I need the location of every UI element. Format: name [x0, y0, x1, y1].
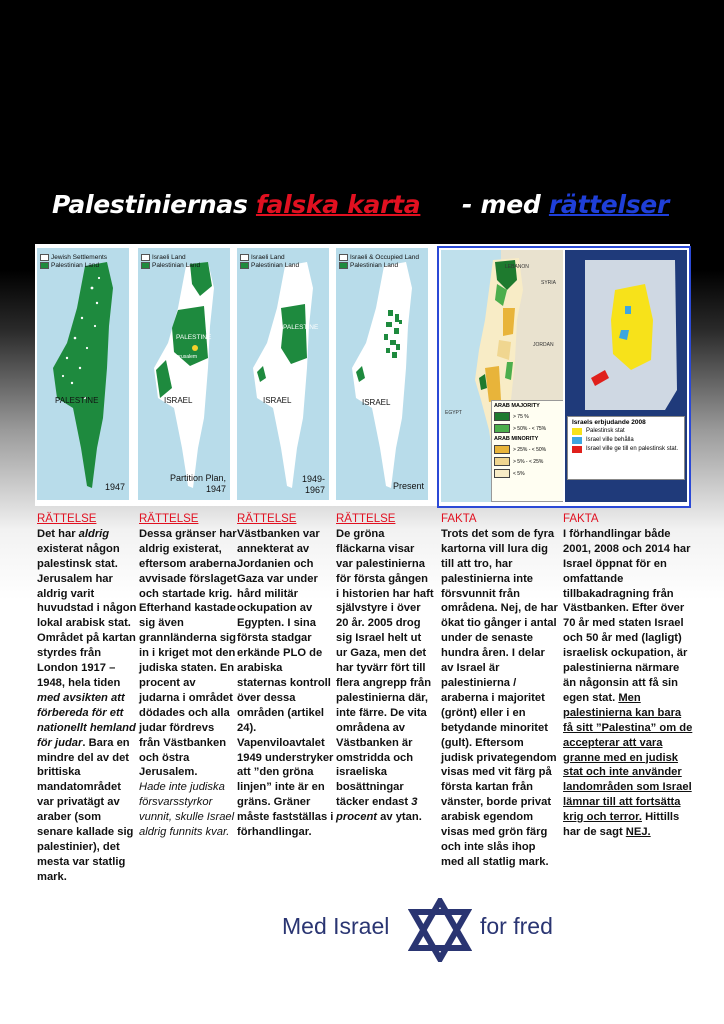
title-right: - med rättelser	[462, 190, 669, 219]
map-year: Present	[392, 481, 424, 491]
title-left: Palestiniernas falska karta	[52, 190, 421, 219]
star-of-david-icon	[408, 898, 472, 962]
map-year: 1949-1967	[301, 474, 325, 495]
demographics-legend: ARAB MAJORITY > 75 % > 50% - < 75% ARAB MINORITY > 25% - < 50% > 5% - < 25% < 5%	[491, 400, 563, 502]
column-3: RÄTTELSE Västbanken var annekterat av Jordanien och Gaza var under hård militär ockupation av Egypten. I sina första stadgar erkände PLO de arabiska staternas kontroll över dessa områden (artikel 24). Vapenviloavtalet 1949 understryker att ”den gröna linjen” inte är en gräns. Gräner måste fastställas i förhandlingar.	[237, 513, 334, 839]
label-syria: SYRIA	[541, 280, 557, 286]
page-title	[0, 190, 724, 230]
map-label: PALESTINE	[55, 396, 99, 405]
column-4: RÄTTELSE De gröna fläckarna visar var palestinierna för första gången i historien har haft självstyre i över 20 år. 2005 drog sig Israel helt ut ur Gaza, men det har tyvärr fört till flera angrepp från palestinierna där, inte färre. De vita områdena av Västbanken är omstridda och israeliska bosättningar täcker endast 3 procent av ytan.	[336, 513, 434, 824]
label-egypt: EGYPT	[445, 410, 462, 416]
fact-map-demographics	[441, 250, 563, 502]
map-1949-1967-shape	[237, 248, 329, 500]
map-year: Partition Plan, 1947	[169, 473, 226, 494]
fact-map-offer-2008	[565, 250, 687, 502]
column-heading: FAKTA	[563, 513, 599, 525]
column-heading: FAKTA	[441, 513, 477, 525]
map-present	[336, 248, 428, 500]
map-legend: Israeli Land Palestinian Land	[240, 254, 299, 270]
column-5: FAKTA Trots det som de fyra kartorna vill lura dig till att tro, har palestinierna inte försvunnit från områdena. Nej, de har ökat tio gånger i antal under de senaste hundra åren. I delar av Israel är palestinierna / araberna i majoritet (grönt) eller i en betydande minoritet (gult). Eftersom judisk privategendom visas med vit färg på första kartan från vänster, borde privat arabisk egendom visas med grön färg och inte slås ihop med all statlig mark.	[441, 513, 558, 868]
column-6: FAKTA I förhandlingar både 2001, 2008 och 2014 har Israel öppnat för en omfattande tillbakadragning från Västbanken. Efter över 70 år med staten Israel och 50 år med (lagligt) israelisk ockupation, är palestinierna närmare än någonsin att få sin egen stat. Men palestinierna kan bara få sitt ”Palestina” om de accepterar att vara granne med en judisk stat och inte använder landområden som Israel lämnar till att fortsätta krig och terror. Hittills har de sagt NEJ.	[563, 513, 693, 839]
map-present-shape	[336, 248, 428, 500]
map-1947	[37, 248, 129, 500]
label-lebanon: LEBANON	[505, 264, 529, 270]
column-2: RÄTTELSE Dessa gränser har aldrig existerat, eftersom araberna avvisade förslaget och startade krig. Efterhand kastade sig även grannländerna sig in i kriget mot den judiska staten. En procent av judarna i området dödades och alla judar fördrevs från Västbanken och östra Jerusalem. Hade inte judiska försvarsstyrkor vunnit, skulle Israel aldrig funnits kvar.	[139, 513, 237, 839]
footer-logo	[282, 898, 582, 962]
map-label: ISRAEL	[263, 396, 292, 405]
column-heading: RÄTTELSE	[336, 513, 396, 525]
column-1: RÄTTELSE Det har aldrig existerat någon palestinsk stat. Jerusalem har aldrig varit huvudstad i någon lokal arabisk stat. Området på kartan styrdes från London 1917 – 1948, hela tiden med avsikten att förbereda för ett nationellt hemland för judar. Bara en mindre del av det brittiska mandatområdet var privatägt av araber (som senare kallade sig palestinier), det mesta var statlig mark.	[37, 512, 139, 885]
offer-legend: Israels erbjudande 2008 Palestinsk stat Israel ville behålla Israel ville ge till en palestinsk stat.	[567, 416, 685, 480]
map-legend: Jewish Settlements Palestinian Land	[40, 254, 107, 270]
map-sublabel-2: Jerusalem	[174, 354, 198, 360]
map-strip	[35, 244, 690, 506]
map-partition	[138, 248, 230, 500]
footer-text-right: for fred	[480, 913, 553, 939]
column-heading: RÄTTELSE	[139, 513, 199, 525]
fact-maps-box	[437, 246, 691, 508]
label-jordan: JORDAN	[533, 342, 554, 348]
column-heading: RÄTTELSE	[37, 513, 97, 525]
map-year: 1947	[104, 482, 125, 492]
map-partition-shape	[138, 248, 230, 500]
footer-text-left: Med Israel	[282, 913, 390, 939]
map-1947-shape	[37, 248, 129, 500]
map-label: ISRAEL	[362, 398, 391, 407]
map-label: ISRAEL	[164, 396, 193, 405]
map-legend: Israeli & Occupied Land Palestinian Land	[339, 254, 419, 270]
map-sublabel: PALESTINE	[176, 334, 212, 341]
column-heading: RÄTTELSE	[237, 513, 297, 525]
map-legend: Israeli Land Palestinian Land	[141, 254, 200, 270]
map-sublabel: PALESTINE	[283, 324, 319, 331]
map-1949-1967	[237, 248, 329, 500]
